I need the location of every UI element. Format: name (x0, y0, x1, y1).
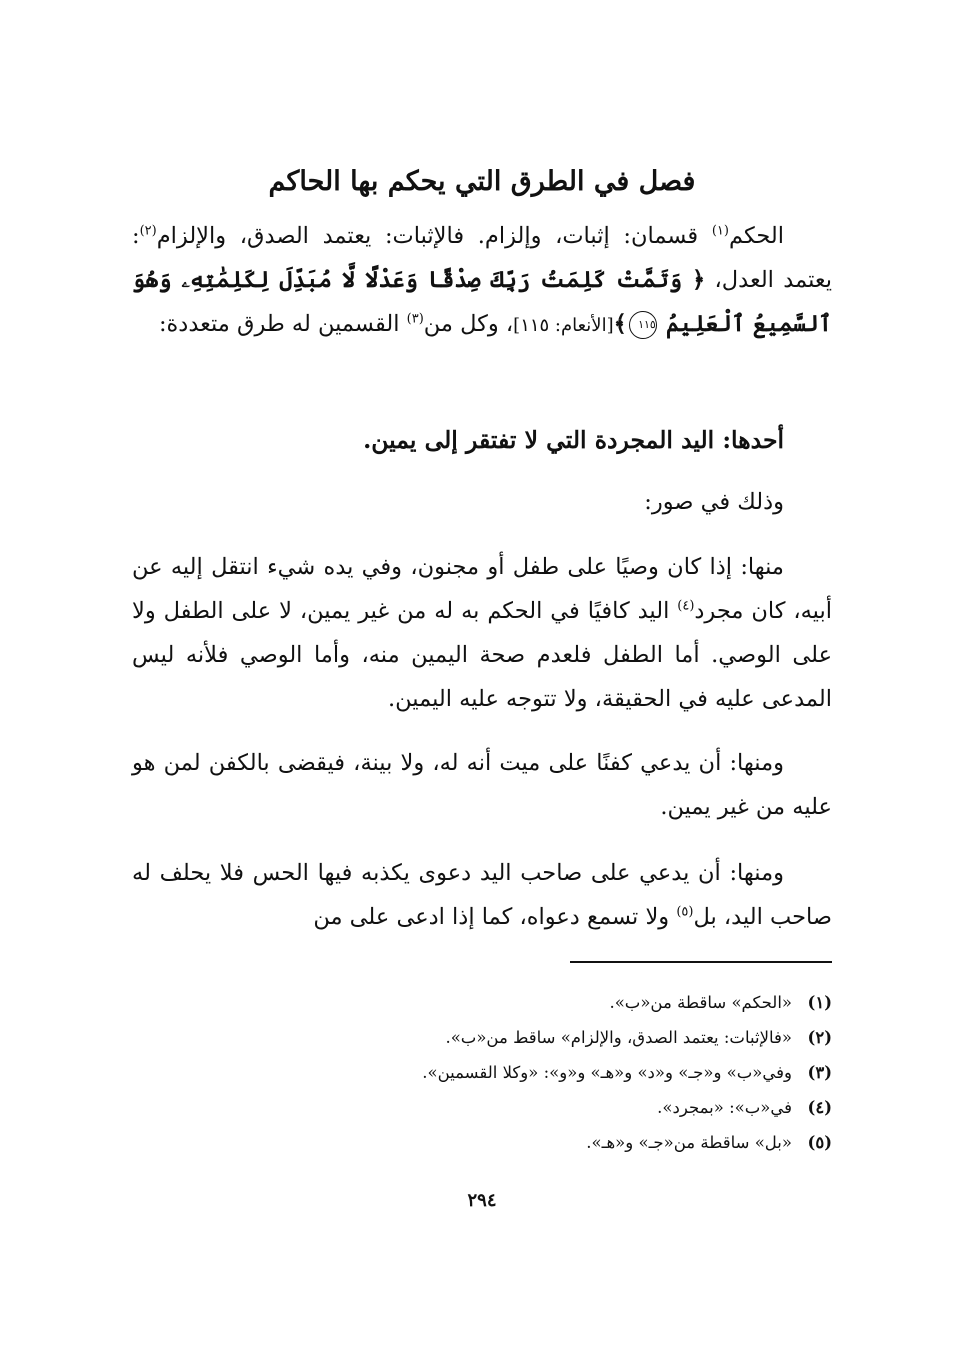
paragraph-shroud: ومنها: أن يدعي كفنًا على ميت أنه له، ولا بينة، فيقضى بالكفن لمن هو عليه من غير يمين. (132, 750, 832, 820)
footnote-number: (٢) (807, 1028, 832, 1047)
para1-text-2: اليد كافيًا في الحكم به له من غير يمين، لا على الطفل ولا على الوصي. أما الطفل فلعدم صحة اليمين منه، وأما الوصي فلأنه ليس المدعى عليه في الحقيقة، ولا تتوجه عليه اليمين. (132, 598, 832, 712)
footnote-text: وفي«ب» و«جـ» و«د» و«هـ» و«و»: «وكلا القسمين». (422, 1063, 792, 1082)
ayah-number-mark: ١١٥ (629, 311, 657, 339)
quran-reference: [الأنعام: ١١٥] (513, 315, 614, 336)
footnote-text: «الحكم» ساقطة من«ب». (609, 993, 792, 1012)
footnote-number: (٣) (807, 1063, 832, 1082)
section-heading-first-method: أحدها: اليد المجردة التي لا تفتقر إلى يمين. (363, 426, 784, 454)
footnote-ref-2[interactable]: (٢) (139, 223, 157, 239)
para3-text-2: ولا تسمع دعواه، كما إذا ادعى على من (313, 904, 670, 930)
footnote-text: «فالإثبات: يعتمد الصدق، والإلزام» ساقط من«ب». (445, 1028, 792, 1047)
footnote-item (132, 985, 832, 1020)
intro-paragraph (132, 214, 832, 348)
intro-text-3: : يعتمد العدل، (132, 223, 832, 293)
footnote-item (132, 1125, 832, 1160)
footnote-text: في«ب»: «بمجرد». (657, 1098, 792, 1117)
intro-text-4: ، وكل من (423, 311, 514, 337)
page-number: ٢٩٤ (467, 1190, 497, 1211)
paragraph-guardian (132, 545, 832, 721)
footnote-item (132, 1055, 832, 1090)
quran-verse: ﴿ وَتَمَّتْ كَلِمَتُ رَبِّكَ صِدْقًا وَعَدْلًا لَّا مُبَدِّلَ لِكَلِمَٰتِهِۦ وَهُوَ ٱلسَّمِيعُ ٱلْعَلِيمُ (132, 267, 832, 337)
intro-text-1: الحكم (728, 223, 784, 249)
forms-intro: وذلك في صور: (644, 489, 784, 515)
footnote-number: (١) (807, 993, 832, 1012)
footnote-ref-3[interactable]: (٣) (406, 311, 424, 327)
chapter-title: فصل في الطرق التي يحكم بها الحاكم (268, 166, 696, 197)
footnote-ref-4[interactable]: (٤) (677, 598, 695, 614)
para3-text-1: ومنها: أن يدعي على صاحب اليد دعوى يكذبه فيها الحس فلا يحلف له صاحب اليد، بل (132, 860, 832, 930)
footnote-item (132, 1020, 832, 1055)
footnote-ref-1[interactable]: (١) (711, 223, 729, 239)
quran-close-bracket: ﴾ (613, 311, 627, 337)
intro-text-2: قسمان: إثبات، وإلزام. فالإثبات: يعتمد الصدق، والإلزام (156, 223, 699, 249)
footnote-ref-5[interactable]: (٥) (676, 904, 694, 920)
footnote-text: «بل» ساقطة من«جـ» و«هـ». (586, 1133, 792, 1152)
footnote-number: (٤) (807, 1098, 832, 1117)
footnote-number: (٥) (807, 1133, 832, 1152)
footnote-item (132, 1090, 832, 1125)
intro-text-5: القسمين له طرق متعددة: (158, 311, 400, 337)
paragraph-false-claim (132, 851, 832, 939)
footnote-divider (570, 961, 832, 963)
footnotes-list (132, 985, 832, 1160)
para1-text-1: منها: إذا كان وصيًا على طفل أو مجنون، وفي يده شيء انتقل إليه عن أبيه، كان مجرد (132, 554, 832, 624)
